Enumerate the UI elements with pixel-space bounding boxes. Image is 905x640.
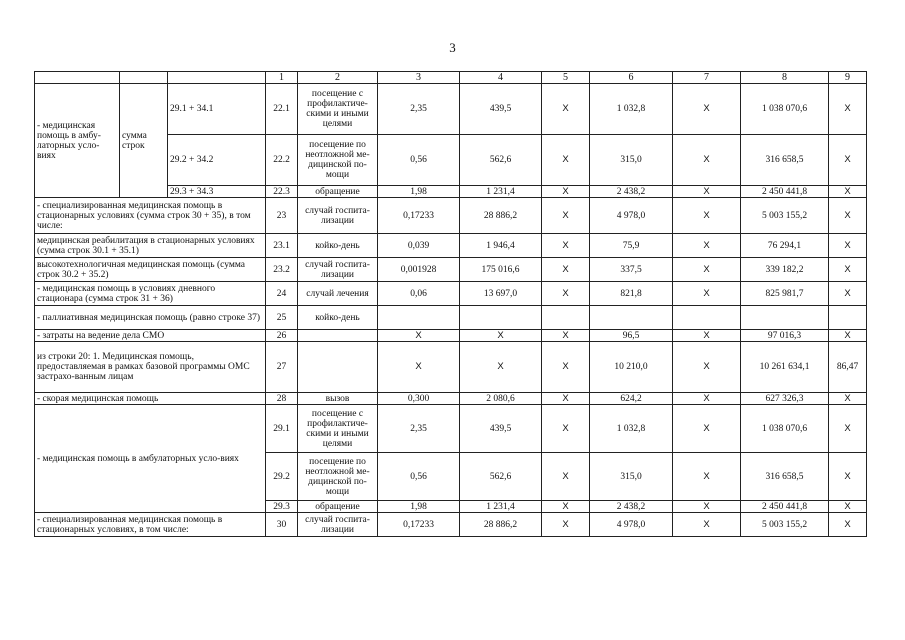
row-label: из строки 20: 1. Медицинская помощь, предоставляемая в рамках базовой программы ОМС застрахо-ванным лицам bbox=[35, 342, 266, 393]
header-row bbox=[35, 72, 867, 84]
cell-3: 1,98 bbox=[378, 186, 460, 198]
cell-5: X bbox=[542, 393, 590, 405]
row-number: 23.1 bbox=[266, 234, 298, 258]
cell-7: X bbox=[673, 513, 741, 537]
unit-cell: посещение по неотложной ме-дицинской по-мощи bbox=[298, 135, 378, 186]
header-cell: 4 bbox=[460, 72, 542, 84]
cell-6: 315,0 bbox=[590, 453, 673, 501]
cell-9: X bbox=[829, 234, 867, 258]
cell-7: X bbox=[673, 198, 741, 234]
cell-4: 2 080,6 bbox=[460, 393, 542, 405]
cell-4: 562,6 bbox=[460, 135, 542, 186]
cell-8 bbox=[741, 306, 829, 330]
header-cell: 1 bbox=[266, 72, 298, 84]
cell-6: 624,2 bbox=[590, 393, 673, 405]
cell-4: 175 016,6 bbox=[460, 258, 542, 282]
cell-7: X bbox=[673, 330, 741, 342]
cell-4: X bbox=[460, 342, 542, 393]
cell-9: X bbox=[829, 84, 867, 135]
cell-9: 86,47 bbox=[829, 342, 867, 393]
header-cell bbox=[35, 72, 120, 84]
data-table bbox=[34, 71, 867, 537]
cell-7: X bbox=[673, 258, 741, 282]
formula-cell: 29.2 + 34.2 bbox=[168, 135, 266, 186]
unit-cell: случай госпита-лизации bbox=[298, 513, 378, 537]
cell-8: 5 003 155,2 bbox=[741, 198, 829, 234]
unit-cell bbox=[298, 342, 378, 393]
row-number: 24 bbox=[266, 282, 298, 306]
cell-6: 821,8 bbox=[590, 282, 673, 306]
cell-6: 96,5 bbox=[590, 330, 673, 342]
row-number: 22.2 bbox=[266, 135, 298, 186]
cell-3: 0,300 bbox=[378, 393, 460, 405]
cell-3: 0,17233 bbox=[378, 198, 460, 234]
cell-4: 28 886,2 bbox=[460, 198, 542, 234]
row-number: 30 bbox=[266, 513, 298, 537]
header-cell: 3 bbox=[378, 72, 460, 84]
cell-5: X bbox=[542, 342, 590, 393]
cell-8: 76 294,1 bbox=[741, 234, 829, 258]
cell-7: X bbox=[673, 501, 741, 513]
cell-3: X bbox=[378, 330, 460, 342]
header-cell: 6 bbox=[590, 72, 673, 84]
header-cell: 8 bbox=[741, 72, 829, 84]
cell-5: X bbox=[542, 198, 590, 234]
cell-3: 0,06 bbox=[378, 282, 460, 306]
cell-3: 0,039 bbox=[378, 234, 460, 258]
cell-9: X bbox=[829, 198, 867, 234]
cell-3: 0,56 bbox=[378, 135, 460, 186]
table-row bbox=[35, 84, 867, 135]
row-label: - паллиативная медицинская помощь (равно строке 37) bbox=[35, 306, 266, 330]
unit-cell: обращение bbox=[298, 186, 378, 198]
cell-9: X bbox=[829, 135, 867, 186]
cell-3: 2,35 bbox=[378, 84, 460, 135]
cell-6: 2 438,2 bbox=[590, 501, 673, 513]
header-cell: 7 bbox=[673, 72, 741, 84]
cell-9: X bbox=[829, 330, 867, 342]
formula-cell: 29.3 + 34.3 bbox=[168, 186, 266, 198]
table-row bbox=[35, 234, 867, 258]
table-row bbox=[35, 405, 867, 453]
cell-4 bbox=[460, 306, 542, 330]
cell-6: 1 032,8 bbox=[590, 84, 673, 135]
sum-label: сумма строк bbox=[120, 84, 168, 198]
unit-cell: койко-день bbox=[298, 306, 378, 330]
cell-9: X bbox=[829, 501, 867, 513]
cell-6: 4 978,0 bbox=[590, 513, 673, 537]
cell-9 bbox=[829, 306, 867, 330]
cell-8: 627 326,3 bbox=[741, 393, 829, 405]
cell-5: X bbox=[542, 282, 590, 306]
cell-7: X bbox=[673, 84, 741, 135]
formula-cell: 29.1 + 34.1 bbox=[168, 84, 266, 135]
cell-5 bbox=[542, 306, 590, 330]
row-label: - скорая медицинская помощь bbox=[35, 393, 266, 405]
cell-4: 1 231,4 bbox=[460, 186, 542, 198]
row-number: 29.3 bbox=[266, 501, 298, 513]
row-number: 29.2 bbox=[266, 453, 298, 501]
cell-9: X bbox=[829, 186, 867, 198]
table-row bbox=[35, 306, 867, 330]
unit-cell bbox=[298, 330, 378, 342]
unit-cell: обращение bbox=[298, 501, 378, 513]
cell-5: X bbox=[542, 330, 590, 342]
cell-6: 337,5 bbox=[590, 258, 673, 282]
row-label: - затраты на ведение дела СМО bbox=[35, 330, 266, 342]
cell-6: 315,0 bbox=[590, 135, 673, 186]
cell-7: X bbox=[673, 282, 741, 306]
cell-5: X bbox=[542, 501, 590, 513]
cell-5: X bbox=[542, 234, 590, 258]
cell-6: 10 210,0 bbox=[590, 342, 673, 393]
cell-3: X bbox=[378, 342, 460, 393]
row-label: - медицинская помощь в амбу-латорных усло-виях bbox=[35, 84, 120, 198]
cell-9: X bbox=[829, 453, 867, 501]
cell-7 bbox=[673, 306, 741, 330]
row-number: 29.1 bbox=[266, 405, 298, 453]
cell-7: X bbox=[673, 342, 741, 393]
cell-6: 75,9 bbox=[590, 234, 673, 258]
cell-8: 1 038 070,6 bbox=[741, 84, 829, 135]
unit-cell: посещение по неотложной ме-дицинской по-мощи bbox=[298, 453, 378, 501]
table-row bbox=[35, 282, 867, 306]
header-cell bbox=[168, 72, 266, 84]
header-cell: 5 bbox=[542, 72, 590, 84]
cell-7: X bbox=[673, 135, 741, 186]
cell-3: 2,35 bbox=[378, 405, 460, 453]
cell-4: 1 946,4 bbox=[460, 234, 542, 258]
cell-3: 0,17233 bbox=[378, 513, 460, 537]
table-row bbox=[35, 342, 867, 393]
table-row bbox=[35, 393, 867, 405]
header-cell: 9 bbox=[829, 72, 867, 84]
header-cell bbox=[120, 72, 168, 84]
unit-cell: случай госпита-лизации bbox=[298, 198, 378, 234]
header-cell: 2 bbox=[298, 72, 378, 84]
cell-3 bbox=[378, 306, 460, 330]
cell-5: X bbox=[542, 258, 590, 282]
cell-6 bbox=[590, 306, 673, 330]
row-number: 23 bbox=[266, 198, 298, 234]
table-row bbox=[35, 258, 867, 282]
cell-9: X bbox=[829, 282, 867, 306]
cell-4: 439,5 bbox=[460, 405, 542, 453]
cell-7: X bbox=[673, 393, 741, 405]
row-number: 25 bbox=[266, 306, 298, 330]
cell-8: 339 182,2 bbox=[741, 258, 829, 282]
cell-7: X bbox=[673, 453, 741, 501]
cell-4: 28 886,2 bbox=[460, 513, 542, 537]
cell-5: X bbox=[542, 513, 590, 537]
unit-cell: посещение с профилактиче-скими и иными целями bbox=[298, 84, 378, 135]
table-row bbox=[35, 513, 867, 537]
row-label: - медицинская помощь в условиях дневного стационара (сумма строк 31 + 36) bbox=[35, 282, 266, 306]
row-label: - специализированная медицинская помощь в стационарных условиях (сумма строк 30 + 35), в том числе: bbox=[35, 198, 266, 234]
row-number: 22.1 bbox=[266, 84, 298, 135]
cell-4: 562,6 bbox=[460, 453, 542, 501]
cell-9: X bbox=[829, 393, 867, 405]
cell-8: 97 016,3 bbox=[741, 330, 829, 342]
cell-4: X bbox=[460, 330, 542, 342]
cell-8: 316 658,5 bbox=[741, 135, 829, 186]
row-number: 23.2 bbox=[266, 258, 298, 282]
cell-6: 2 438,2 bbox=[590, 186, 673, 198]
cell-8: 825 981,7 bbox=[741, 282, 829, 306]
page-number: 3 bbox=[449, 40, 456, 55]
unit-cell: случай госпита-лизации bbox=[298, 258, 378, 282]
row-label: высокотехнологичная медицинская помощь (сумма строк 30.2 + 35.2) bbox=[35, 258, 266, 282]
cell-9: X bbox=[829, 258, 867, 282]
table-row bbox=[35, 330, 867, 342]
unit-cell: посещение с профилактиче-скими и иными целями bbox=[298, 405, 378, 453]
cell-7: X bbox=[673, 405, 741, 453]
unit-cell: койко-день bbox=[298, 234, 378, 258]
cell-6: 4 978,0 bbox=[590, 198, 673, 234]
cell-8: 10 261 634,1 bbox=[741, 342, 829, 393]
cell-5: X bbox=[542, 453, 590, 501]
unit-cell: вызов bbox=[298, 393, 378, 405]
unit-cell: случай лечения bbox=[298, 282, 378, 306]
cell-7: X bbox=[673, 186, 741, 198]
table-row bbox=[35, 198, 867, 234]
cell-4: 439,5 bbox=[460, 84, 542, 135]
cell-8: 2 450 441,8 bbox=[741, 186, 829, 198]
cell-6: 1 032,8 bbox=[590, 405, 673, 453]
cell-7: X bbox=[673, 234, 741, 258]
cell-8: 1 038 070,6 bbox=[741, 405, 829, 453]
cell-3: 0,56 bbox=[378, 453, 460, 501]
cell-3: 0,001928 bbox=[378, 258, 460, 282]
cell-9: X bbox=[829, 405, 867, 453]
row-number: 26 bbox=[266, 330, 298, 342]
row-number: 28 bbox=[266, 393, 298, 405]
cell-4: 13 697,0 bbox=[460, 282, 542, 306]
row-number: 22.3 bbox=[266, 186, 298, 198]
row-number: 27 bbox=[266, 342, 298, 393]
cell-8: 5 003 155,2 bbox=[741, 513, 829, 537]
cell-4: 1 231,4 bbox=[460, 501, 542, 513]
cell-3: 1,98 bbox=[378, 501, 460, 513]
cell-9: X bbox=[829, 513, 867, 537]
row-label: - медицинская помощь в амбулаторных усло-виях bbox=[35, 405, 266, 513]
cell-8: 2 450 441,8 bbox=[741, 501, 829, 513]
cell-5: X bbox=[542, 135, 590, 186]
cell-5: X bbox=[542, 405, 590, 453]
row-label: медицинская реабилитация в стационарных условиях (сумма строк 30.1 + 35.1) bbox=[35, 234, 266, 258]
cell-8: 316 658,5 bbox=[741, 453, 829, 501]
cell-5: X bbox=[542, 84, 590, 135]
row-label: - специализированная медицинская помощь в стационарных условиях, в том числе: bbox=[35, 513, 266, 537]
cell-5: X bbox=[542, 186, 590, 198]
